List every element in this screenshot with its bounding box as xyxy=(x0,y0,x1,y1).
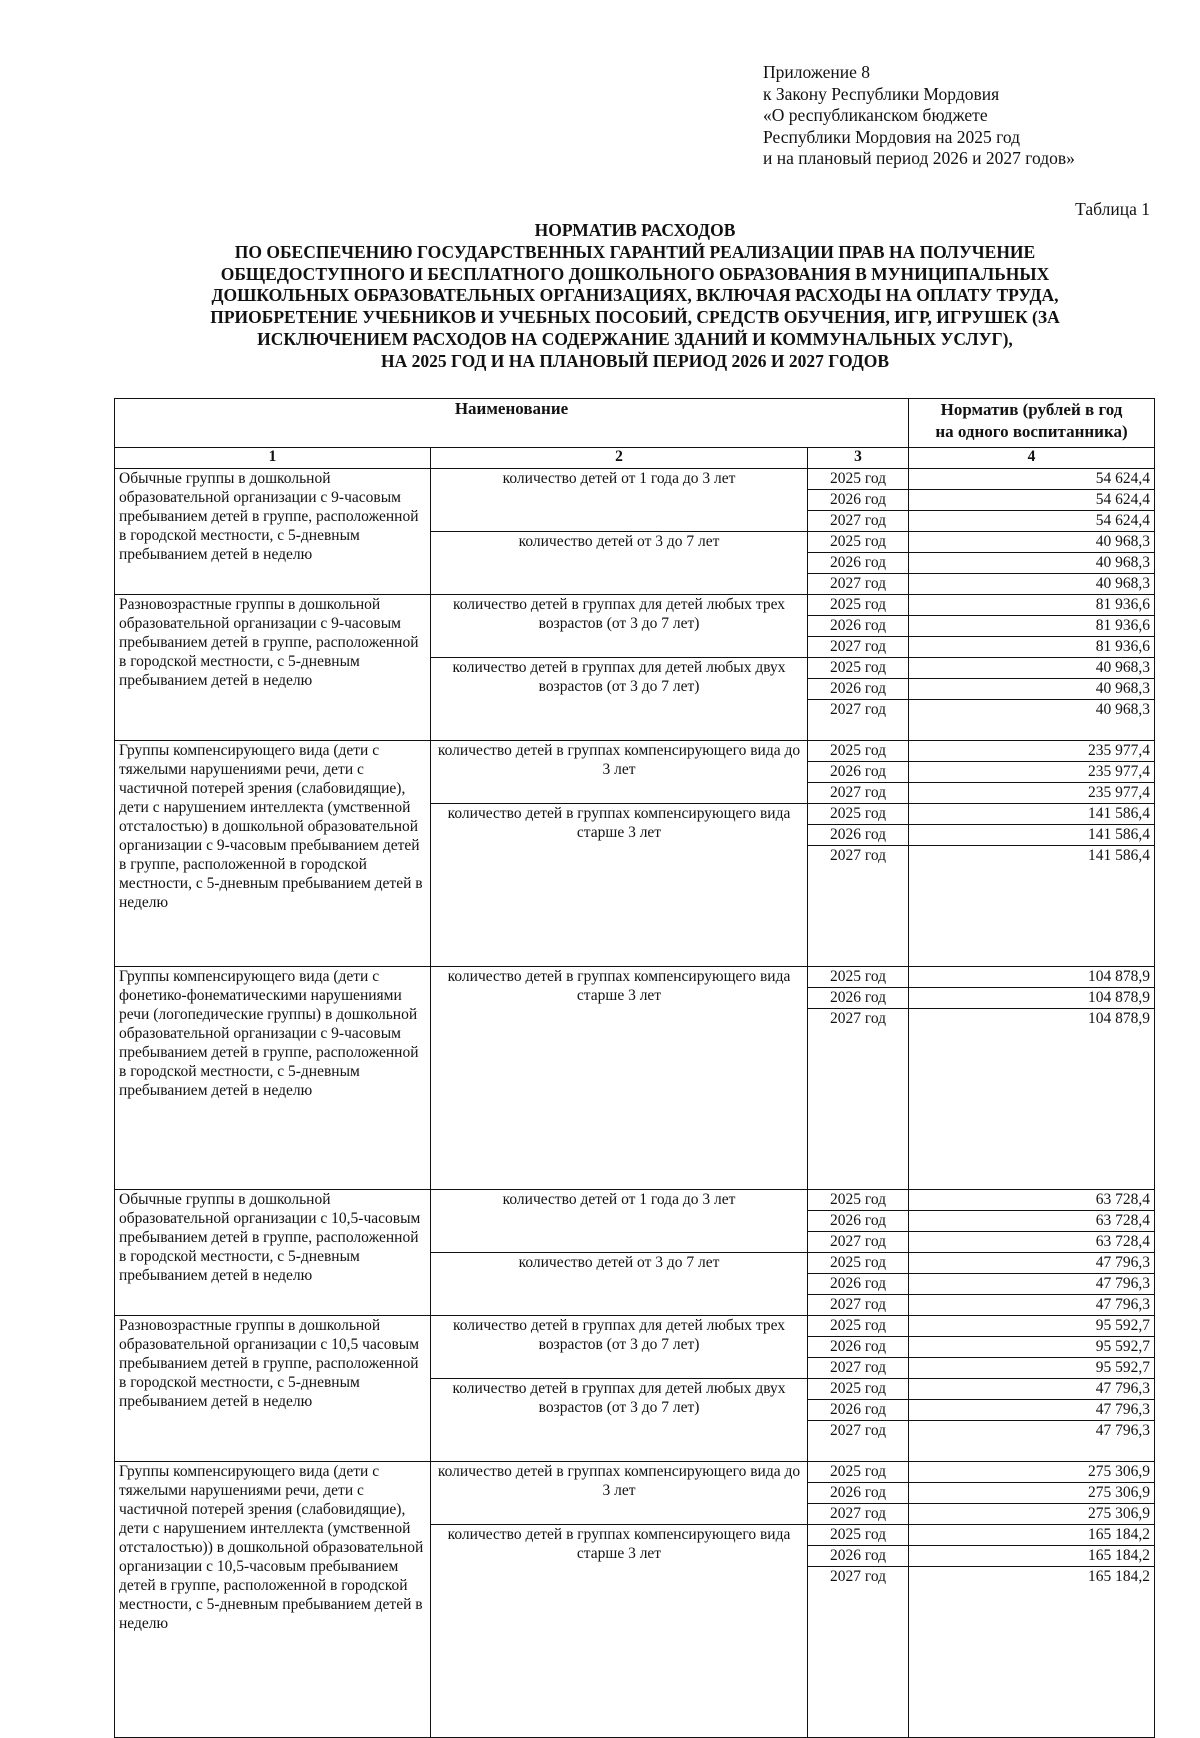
column-number: 3 xyxy=(808,448,909,469)
header-row xyxy=(115,399,1155,448)
category-cell: количество детей в группах для детей любых трех возрастов (от 3 до 7 лет) xyxy=(431,595,808,658)
value-cell: 141 586,4 xyxy=(909,804,1155,825)
value-cell: 95 592,7 xyxy=(909,1316,1155,1337)
value-cell: 95 592,7 xyxy=(909,1337,1155,1358)
table-row xyxy=(115,469,1155,490)
year-cell: 2027 год xyxy=(808,1358,909,1379)
value-cell: 54 624,4 xyxy=(909,469,1155,490)
value-cell: 40 968,3 xyxy=(909,700,1155,741)
table-row xyxy=(115,967,1155,988)
value-cell: 235 977,4 xyxy=(909,741,1155,762)
category-cell: количество детей в группах компенсирующего вида до 3 лет xyxy=(431,741,808,804)
appendix-line: к Закону Республики Мордовия xyxy=(763,83,1000,104)
header-norm xyxy=(909,399,1155,448)
year-cell: 2025 год xyxy=(808,741,909,762)
group-name: Группы компенсирующего вида (дети с фонетико-фонематическими нарушениями речи (логопедические группы) в дошкольной образовательной организации с 9-часовым пребыванием детей в группе, расположенной в городской местности, с 5-дневным пребыванием детей в неделю xyxy=(115,967,431,1190)
header-norm-line: Норматив (рублей в год xyxy=(940,400,1123,419)
value-cell: 141 586,4 xyxy=(909,825,1155,846)
title-line: ПРИОБРЕТЕНИЕ УЧЕБНИКОВ И УЧЕБНЫХ ПОСОБИЙ, СРЕДСТВ ОБУЧЕНИЯ, ИГР, ИГРУШЕК (ЗА xyxy=(210,307,1060,328)
value-cell: 235 977,4 xyxy=(909,762,1155,783)
year-cell: 2026 год xyxy=(808,1483,909,1504)
group-name: Обычные группы в дошкольной образовательной организации с 10,5-часовым пребыванием детей в группе, расположенной в городской местности, с 5-дневным пребыванием детей в неделю xyxy=(115,1190,431,1316)
group-name: Группы компенсирующего вида (дети с тяжелыми нарушениями речи, дети с частичной потерей зрения (слабовидящие), дети с нарушением интеллекта (умственной отсталостью)) в дошкольной образовательной организации с 10,5-часовым пребыванием детей в группе, расположенной в городской местности, с 5-дневным пребыванием детей в неделю xyxy=(115,1462,431,1738)
document-title xyxy=(100,220,1170,373)
value-cell: 63 728,4 xyxy=(909,1211,1155,1232)
value-cell: 47 796,3 xyxy=(909,1274,1155,1295)
value-cell: 104 878,9 xyxy=(909,1009,1155,1190)
norm-table xyxy=(114,398,1155,1738)
year-cell: 2026 год xyxy=(808,825,909,846)
title-line: ИСКЛЮЧЕНИЕМ РАСХОДОВ НА СОДЕРЖАНИЕ ЗДАНИЙ И КОММУНАЛЬНЫХ УСЛУГ), xyxy=(257,328,1013,349)
value-cell: 47 796,3 xyxy=(909,1379,1155,1400)
group-name: Разновозрастные группы в дошкольной образовательной организации с 10,5 часовым пребыванием детей в группе, расположенной в городской местности, с 5-дневным пребыванием детей в неделю xyxy=(115,1316,431,1462)
value-cell: 275 306,9 xyxy=(909,1504,1155,1525)
category-cell: количество детей от 1 года до 3 лет xyxy=(431,469,808,532)
table-body xyxy=(115,469,1155,1738)
year-cell: 2025 год xyxy=(808,469,909,490)
year-cell: 2027 год xyxy=(808,511,909,532)
value-cell: 95 592,7 xyxy=(909,1358,1155,1379)
value-cell: 54 624,4 xyxy=(909,490,1155,511)
value-cell: 40 968,3 xyxy=(909,532,1155,553)
year-cell: 2026 год xyxy=(808,616,909,637)
value-cell: 40 968,3 xyxy=(909,679,1155,700)
title-line: ПО ОБЕСПЕЧЕНИЮ ГОСУДАРСТВЕННЫХ ГАРАНТИЙ РЕАЛИЗАЦИИ ПРАВ НА ПОЛУЧЕНИЕ xyxy=(234,241,1036,262)
appendix-line: Республики Мордовия на 2025 год xyxy=(763,126,1021,147)
group-name: Группы компенсирующего вида (дети с тяжелыми нарушениями речи, дети с частичной потерей зрения (слабовидящие), дети с нарушением интеллекта (умственной отсталостью) в дошкольной образовательной организации с 9-часовым пребыванием детей в группе, расположенной в городской местности, с 5-дневным пребыванием детей в неделю xyxy=(115,741,431,967)
year-cell: 2025 год xyxy=(808,1379,909,1400)
value-cell: 165 184,2 xyxy=(909,1546,1155,1567)
category-cell: количество детей от 3 до 7 лет xyxy=(431,532,808,595)
year-cell: 2026 год xyxy=(808,553,909,574)
year-cell: 2027 год xyxy=(808,1504,909,1525)
year-cell: 2025 год xyxy=(808,658,909,679)
year-cell: 2027 год xyxy=(808,700,909,741)
value-cell: 165 184,2 xyxy=(909,1567,1155,1738)
group-name: Обычные группы в дошкольной образовательной организации с 9-часовым пребыванием детей в группе, расположенной в городской местности, с 5-дневным пребыванием детей в неделю xyxy=(115,469,431,595)
column-number: 1 xyxy=(115,448,431,469)
value-cell: 40 968,3 xyxy=(909,553,1155,574)
value-cell: 54 624,4 xyxy=(909,511,1155,532)
year-cell: 2027 год xyxy=(808,574,909,595)
year-cell: 2027 год xyxy=(808,637,909,658)
year-cell: 2026 год xyxy=(808,679,909,700)
title-line: НА 2025 ГОД И НА ПЛАНОВЫЙ ПЕРИОД 2026 И 2027 ГОДОВ xyxy=(380,350,890,371)
year-cell: 2026 год xyxy=(808,1546,909,1567)
value-cell: 81 936,6 xyxy=(909,616,1155,637)
year-cell: 2026 год xyxy=(808,490,909,511)
title-line: ОБЩЕДОСТУПНОГО И БЕСПЛАТНОГО ДОШКОЛЬНОГО ОБРАЗОВАНИЯ В МУНИЦИПАЛЬНЫХ xyxy=(220,263,1050,284)
year-cell: 2027 год xyxy=(808,1232,909,1253)
column-number: 4 xyxy=(909,448,1155,469)
value-cell: 47 796,3 xyxy=(909,1295,1155,1316)
category-cell: количество детей в группах компенсирующего вида до 3 лет xyxy=(431,1462,808,1525)
table-row xyxy=(115,1316,1155,1337)
year-cell: 2027 год xyxy=(808,846,909,967)
year-cell: 2027 год xyxy=(808,1421,909,1462)
value-cell: 104 878,9 xyxy=(909,967,1155,988)
category-cell: количество детей от 3 до 7 лет xyxy=(431,1253,808,1316)
appendix-line: Приложение 8 xyxy=(763,62,871,82)
year-cell: 2026 год xyxy=(808,1400,909,1421)
value-cell: 81 936,6 xyxy=(909,595,1155,616)
year-cell: 2025 год xyxy=(808,1316,909,1337)
table-label: Таблица 1 xyxy=(1075,199,1150,219)
value-cell: 40 968,3 xyxy=(909,574,1155,595)
table-row xyxy=(115,595,1155,616)
value-cell: 275 306,9 xyxy=(909,1483,1155,1504)
appendix-line: «О республиканском бюджете xyxy=(763,105,988,125)
value-cell: 40 968,3 xyxy=(909,658,1155,679)
year-cell: 2025 год xyxy=(808,1525,909,1546)
year-cell: 2025 год xyxy=(808,1462,909,1483)
year-cell: 2026 год xyxy=(808,988,909,1009)
value-cell: 47 796,3 xyxy=(909,1421,1155,1462)
title-line: ДОШКОЛЬНЫХ ОБРАЗОВАТЕЛЬНЫХ ОРГАНИЗАЦИЯХ, ВКЛЮЧАЯ РАСХОДЫ НА ОПЛАТУ ТРУДА, xyxy=(211,285,1059,306)
year-cell: 2026 год xyxy=(808,1211,909,1232)
appendix-note xyxy=(763,62,1163,170)
header-norm-line: на одного воспитанника) xyxy=(935,422,1128,441)
value-cell: 235 977,4 xyxy=(909,783,1155,804)
year-cell: 2025 год xyxy=(808,1190,909,1211)
table-row xyxy=(115,1190,1155,1211)
title-line: НОРМАТИВ РАСХОДОВ xyxy=(534,220,736,240)
value-cell: 141 586,4 xyxy=(909,846,1155,967)
year-cell: 2025 год xyxy=(808,595,909,616)
value-cell: 63 728,4 xyxy=(909,1190,1155,1211)
value-cell: 47 796,3 xyxy=(909,1400,1155,1421)
year-cell: 2027 год xyxy=(808,1009,909,1190)
category-cell: количество детей в группах для детей любых двух возрастов (от 3 до 7 лет) xyxy=(431,658,808,741)
appendix-line: и на плановый период 2026 и 2027 годов» xyxy=(763,148,1075,168)
year-cell: 2027 год xyxy=(808,1567,909,1738)
year-cell: 2026 год xyxy=(808,1274,909,1295)
year-cell: 2026 год xyxy=(808,1337,909,1358)
year-cell: 2025 год xyxy=(808,1253,909,1274)
table-row xyxy=(115,741,1155,762)
category-cell: количество детей в группах для детей любых двух возрастов (от 3 до 7 лет) xyxy=(431,1379,808,1462)
year-cell: 2025 год xyxy=(808,804,909,825)
value-cell: 275 306,9 xyxy=(909,1462,1155,1483)
year-cell: 2025 год xyxy=(808,967,909,988)
value-cell: 165 184,2 xyxy=(909,1525,1155,1546)
year-cell: 2027 год xyxy=(808,1295,909,1316)
header-name: Наименование xyxy=(115,399,909,448)
value-cell: 104 878,9 xyxy=(909,988,1155,1009)
column-number: 2 xyxy=(431,448,808,469)
value-cell: 81 936,6 xyxy=(909,637,1155,658)
group-name: Разновозрастные группы в дошкольной образовательной организации с 9-часовым пребыванием детей в группе, расположенной в городской местности, с 5-дневным пребыванием детей в неделю xyxy=(115,595,431,741)
category-cell: количество детей в группах для детей любых трех возрастов (от 3 до 7 лет) xyxy=(431,1316,808,1379)
value-cell: 47 796,3 xyxy=(909,1253,1155,1274)
table-row xyxy=(115,1462,1155,1483)
column-number-row xyxy=(115,448,1155,469)
category-cell: количество детей в группах компенсирующего вида старше 3 лет xyxy=(431,804,808,967)
category-cell: количество детей в группах компенсирующего вида старше 3 лет xyxy=(431,967,808,1190)
year-cell: 2025 год xyxy=(808,532,909,553)
year-cell: 2027 год xyxy=(808,783,909,804)
category-cell: количество детей в группах компенсирующего вида старше 3 лет xyxy=(431,1525,808,1738)
value-cell: 63 728,4 xyxy=(909,1232,1155,1253)
year-cell: 2026 год xyxy=(808,762,909,783)
category-cell: количество детей от 1 года до 3 лет xyxy=(431,1190,808,1253)
